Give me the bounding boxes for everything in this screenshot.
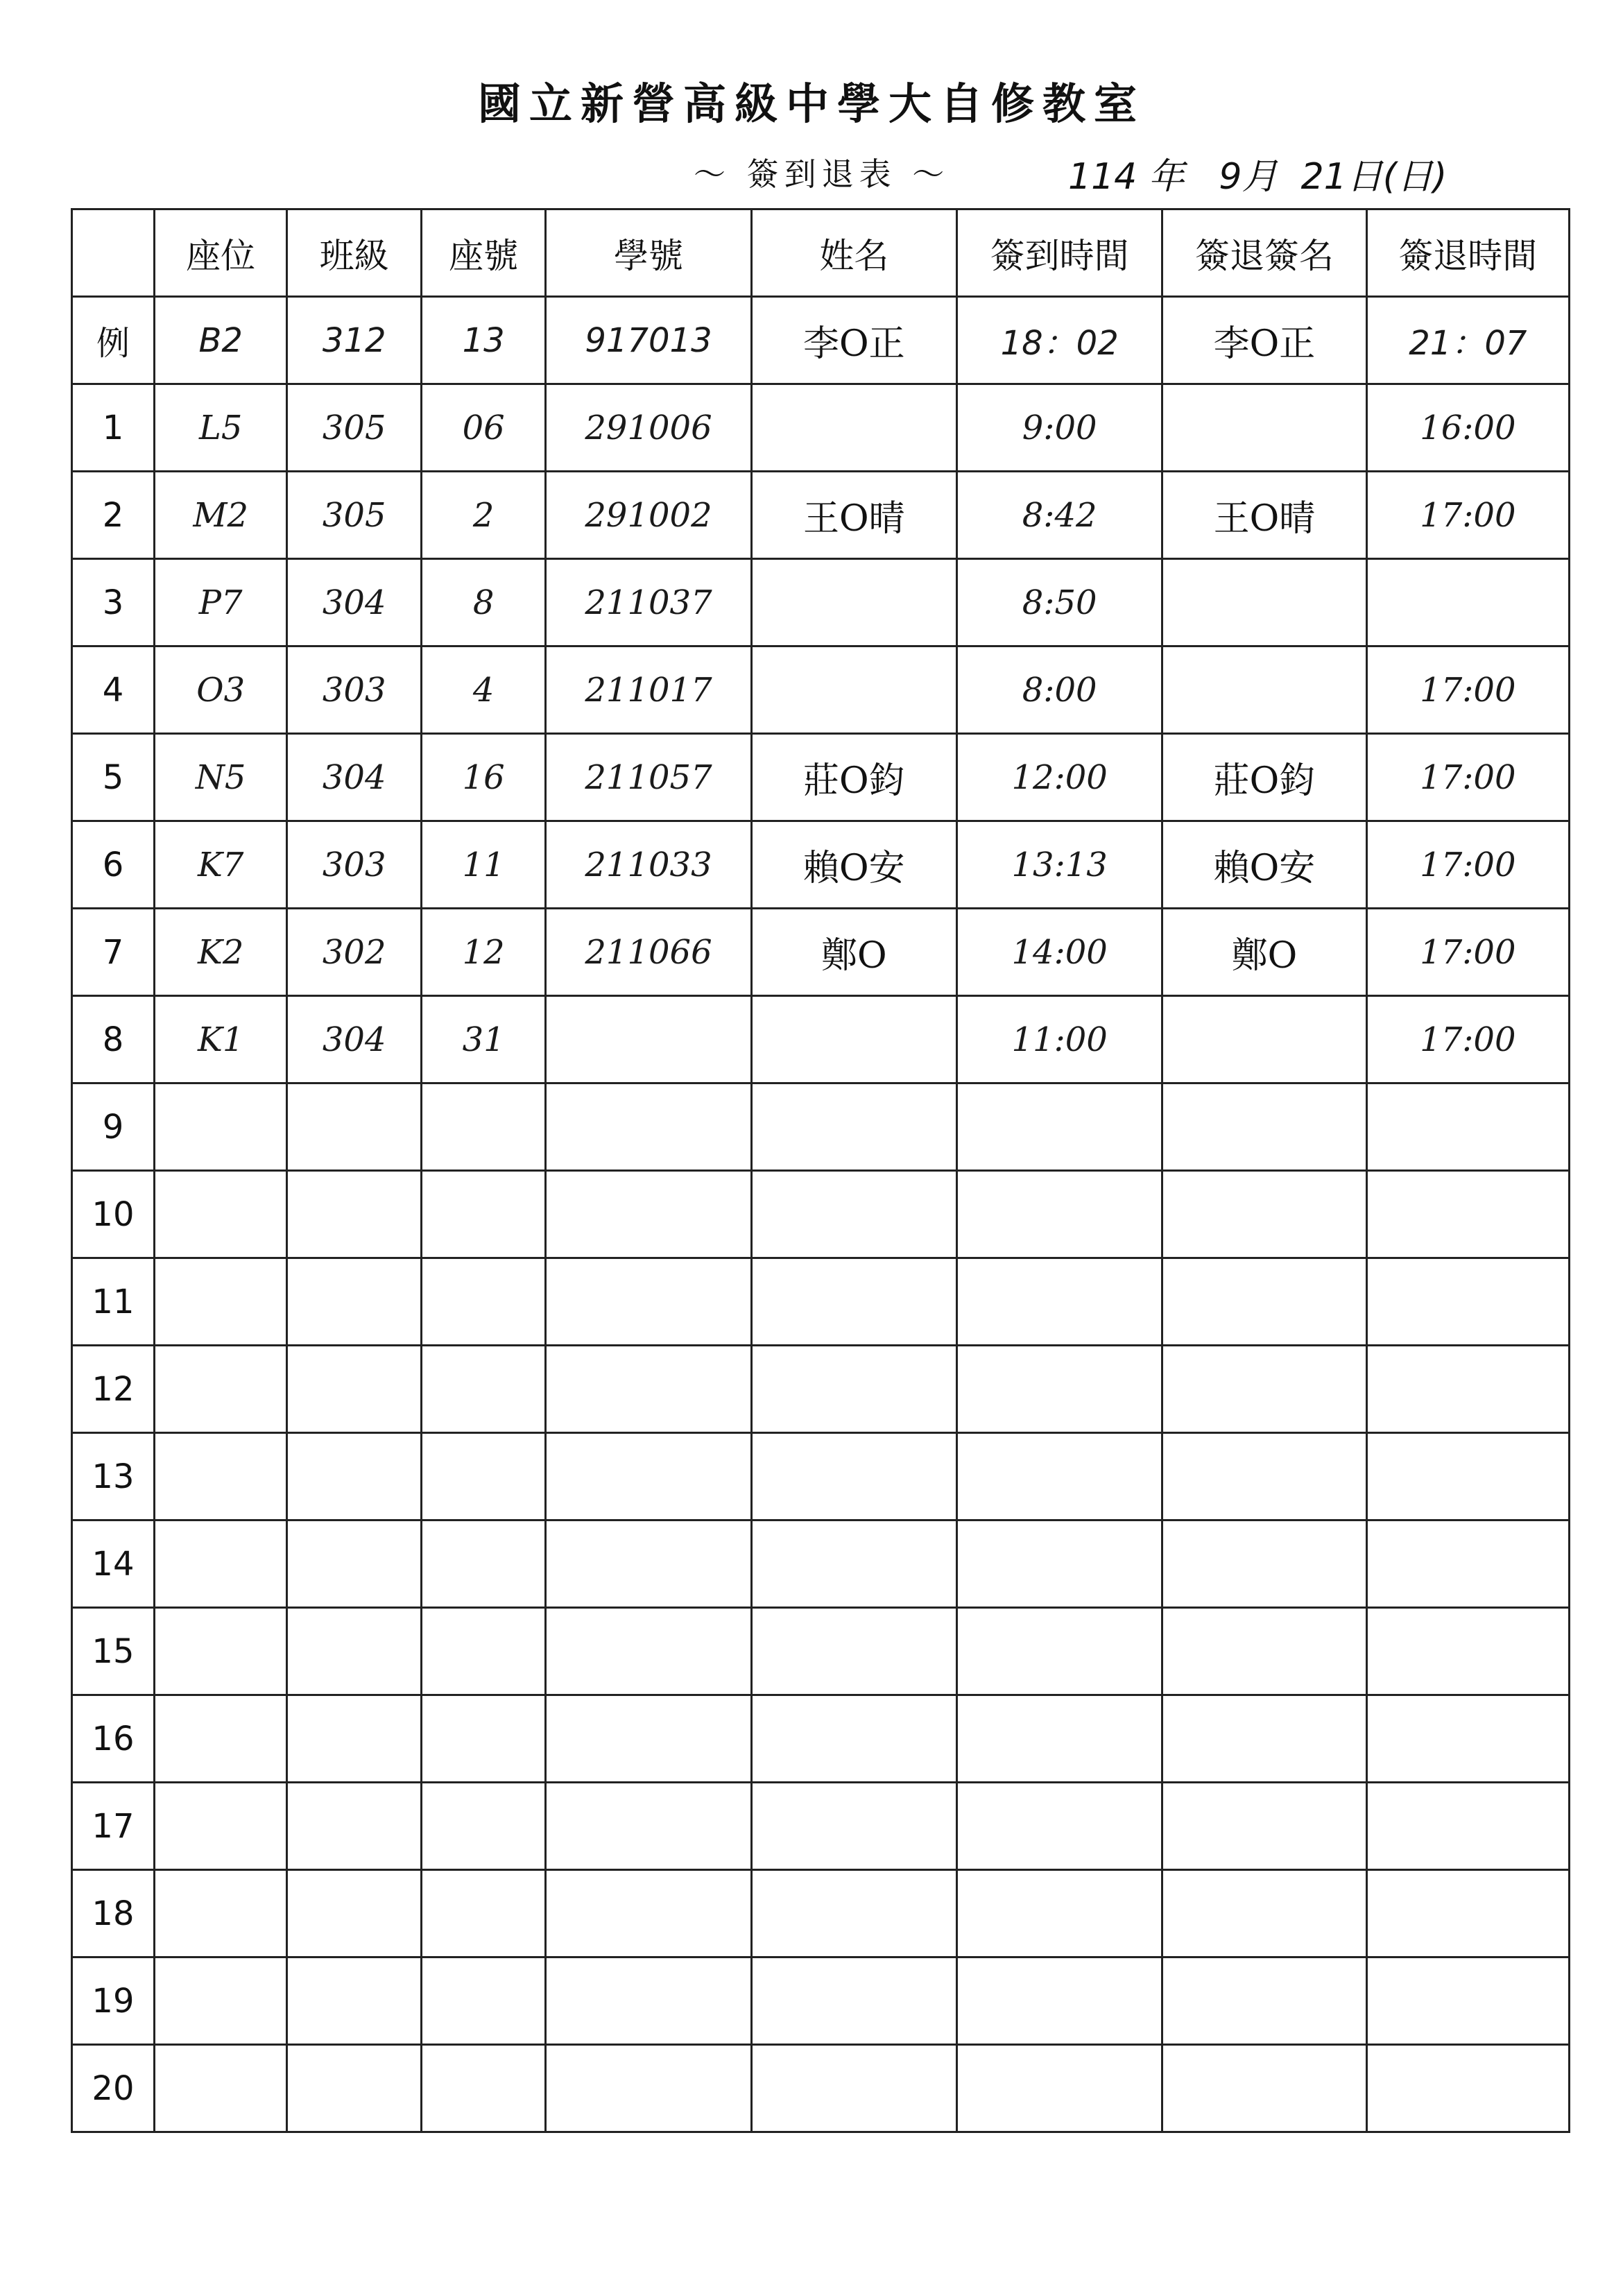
cell-signout-signature: 鄭O xyxy=(1162,909,1366,996)
cell-name xyxy=(751,1783,956,1870)
example-row xyxy=(72,297,1570,384)
cell-checkin-time: 14:00 xyxy=(957,909,1162,996)
table-row xyxy=(72,1433,1570,1520)
cell-student-id xyxy=(546,1608,751,1695)
cell-class: 303 xyxy=(287,646,422,734)
cell-seat xyxy=(154,1346,287,1433)
cell-student-id: 291002 xyxy=(546,472,751,559)
cell-seat: K1 xyxy=(154,996,287,1083)
cell-seat xyxy=(154,1171,287,1258)
header-student-id: 學號 xyxy=(546,209,751,297)
row-index: 19 xyxy=(72,1957,155,2045)
cell-checkout-time xyxy=(1366,559,1569,646)
cell-checkout-time xyxy=(1366,1957,1569,2045)
cell-checkout-time xyxy=(1366,1520,1569,1608)
row-index: 例 xyxy=(72,297,155,384)
table-row xyxy=(72,1608,1570,1695)
cell-seat-number xyxy=(421,1783,545,1870)
cell-class xyxy=(287,1608,422,1695)
cell-seat xyxy=(154,1433,287,1520)
cell-seat xyxy=(154,1258,287,1346)
cell-signout-signature: 王O晴 xyxy=(1162,472,1366,559)
page-title: 國立新營高級中學大自修教室 xyxy=(477,78,1145,129)
cell-seat-number: 13 xyxy=(421,297,545,384)
table-row xyxy=(72,646,1570,734)
cell-signout-signature xyxy=(1162,1870,1366,1957)
cell-class: 304 xyxy=(287,734,422,821)
cell-student-id: 291006 xyxy=(546,384,751,472)
cell-student-id xyxy=(546,1957,751,2045)
cell-student-id: 211033 xyxy=(546,821,751,909)
cell-checkout-time: 21：07 xyxy=(1366,297,1569,384)
cell-student-id: 211037 xyxy=(546,559,751,646)
cell-seat-number: 16 xyxy=(421,734,545,821)
cell-student-id: 211066 xyxy=(546,909,751,996)
cell-name xyxy=(751,1258,956,1346)
cell-seat-number xyxy=(421,1870,545,1957)
cell-checkin-time: 11:00 xyxy=(957,996,1162,1083)
cell-name xyxy=(751,1083,956,1171)
cell-seat: K7 xyxy=(154,821,287,909)
cell-name xyxy=(751,1520,956,1608)
table-row xyxy=(72,1957,1570,2045)
header-checkin-time: 簽到時間 xyxy=(957,209,1162,297)
cell-seat xyxy=(154,2045,287,2132)
cell-seat-number xyxy=(421,1346,545,1433)
cell-class xyxy=(287,2045,422,2132)
table-row xyxy=(72,1783,1570,1870)
cell-name: 王O晴 xyxy=(751,472,956,559)
table-row xyxy=(72,1083,1570,1171)
cell-class xyxy=(287,1520,422,1608)
cell-seat-number: 4 xyxy=(421,646,545,734)
cell-checkin-time xyxy=(957,1346,1162,1433)
table-row xyxy=(72,821,1570,909)
date-day: 21 xyxy=(1300,156,1347,198)
cell-checkout-time xyxy=(1366,1171,1569,1258)
cell-name xyxy=(751,996,956,1083)
cell-signout-signature xyxy=(1162,1695,1366,1783)
cell-seat-number: 12 xyxy=(421,909,545,996)
cell-signout-signature xyxy=(1162,1258,1366,1346)
header-seat: 座位 xyxy=(154,209,287,297)
cell-signout-signature xyxy=(1162,1433,1366,1520)
cell-seat-number: 8 xyxy=(421,559,545,646)
cell-checkin-time: 18：02 xyxy=(957,297,1162,384)
cell-class xyxy=(287,1870,422,1957)
header-class: 班級 xyxy=(287,209,422,297)
cell-class xyxy=(287,1346,422,1433)
cell-seat xyxy=(154,1608,287,1695)
table-row xyxy=(72,2045,1570,2132)
cell-signout-signature xyxy=(1162,2045,1366,2132)
date-month: 9 xyxy=(1219,156,1242,198)
cell-student-id xyxy=(546,1433,751,1520)
row-index: 10 xyxy=(72,1171,155,1258)
cell-seat xyxy=(154,1870,287,1957)
cell-name: 賴O安 xyxy=(751,821,956,909)
cell-checkin-time xyxy=(957,1695,1162,1783)
cell-checkin-time: 8:00 xyxy=(957,646,1162,734)
cell-signout-signature: 賴O安 xyxy=(1162,821,1366,909)
cell-class: 303 xyxy=(287,821,422,909)
cell-seat xyxy=(154,1783,287,1870)
signin-table xyxy=(71,208,1570,2133)
cell-class xyxy=(287,1783,422,1870)
row-index: 6 xyxy=(72,821,155,909)
row-index: 7 xyxy=(72,909,155,996)
cell-checkout-time: 17:00 xyxy=(1366,909,1569,996)
row-index: 18 xyxy=(72,1870,155,1957)
cell-name xyxy=(751,384,956,472)
cell-checkout-time: 17:00 xyxy=(1366,821,1569,909)
cell-name xyxy=(751,1695,956,1783)
cell-seat-number xyxy=(421,1520,545,1608)
cell-student-id xyxy=(546,1258,751,1346)
cell-name xyxy=(751,1608,956,1695)
row-index: 20 xyxy=(72,2045,155,2132)
cell-seat xyxy=(154,1695,287,1783)
cell-seat-number xyxy=(421,2045,545,2132)
cell-class: 302 xyxy=(287,909,422,996)
row-index: 4 xyxy=(72,646,155,734)
row-index: 8 xyxy=(72,996,155,1083)
cell-checkin-time xyxy=(957,1171,1162,1258)
row-index: 11 xyxy=(72,1258,155,1346)
row-index: 15 xyxy=(72,1608,155,1695)
cell-name: 李O正 xyxy=(751,297,956,384)
cell-student-id xyxy=(546,1520,751,1608)
cell-name xyxy=(751,646,956,734)
cell-checkin-time xyxy=(957,1520,1162,1608)
cell-seat-number: 2 xyxy=(421,472,545,559)
row-index: 3 xyxy=(72,559,155,646)
date-year-unit: 年 xyxy=(1148,156,1185,198)
table-row xyxy=(72,734,1570,821)
cell-name xyxy=(751,1957,956,2045)
cell-class xyxy=(287,1258,422,1346)
cell-seat-number xyxy=(421,1433,545,1520)
date-day-unit: 日 xyxy=(1346,156,1383,198)
cell-checkin-time: 12:00 xyxy=(957,734,1162,821)
cell-class xyxy=(287,1695,422,1783)
cell-student-id: 211017 xyxy=(546,646,751,734)
cell-seat-number xyxy=(421,1608,545,1695)
cell-checkout-time xyxy=(1366,1608,1569,1695)
cell-seat: B2 xyxy=(154,297,287,384)
date-month-unit: 月 xyxy=(1242,156,1278,198)
cell-student-id: 211057 xyxy=(546,734,751,821)
cell-checkin-time xyxy=(957,1870,1162,1957)
page-subtitle: ～ 簽到退表 ～ xyxy=(694,155,950,193)
cell-class: 305 xyxy=(287,384,422,472)
cell-checkin-time: 13:13 xyxy=(957,821,1162,909)
cell-checkout-time xyxy=(1366,1346,1569,1433)
cell-checkin-time: 9:00 xyxy=(957,384,1162,472)
cell-signout-signature xyxy=(1162,1520,1366,1608)
cell-seat: P7 xyxy=(154,559,287,646)
cell-checkin-time: 8:50 xyxy=(957,559,1162,646)
cell-seat xyxy=(154,1957,287,2045)
cell-seat-number xyxy=(421,1083,545,1171)
cell-checkout-time xyxy=(1366,1258,1569,1346)
cell-class xyxy=(287,1957,422,2045)
cell-checkout-time xyxy=(1366,1783,1569,1870)
table-row xyxy=(72,1258,1570,1346)
table-row xyxy=(72,472,1570,559)
cell-seat-number xyxy=(421,1171,545,1258)
table-row xyxy=(72,909,1570,996)
table-row xyxy=(72,1171,1570,1258)
cell-name xyxy=(751,1346,956,1433)
cell-name xyxy=(751,2045,956,2132)
cell-student-id xyxy=(546,1695,751,1783)
date-weekday: (日) xyxy=(1382,156,1448,198)
row-index: 2 xyxy=(72,472,155,559)
cell-signout-signature: 莊O鈞 xyxy=(1162,734,1366,821)
cell-seat: L5 xyxy=(154,384,287,472)
cell-signout-signature xyxy=(1162,1783,1366,1870)
cell-name xyxy=(751,1870,956,1957)
cell-checkout-time: 16:00 xyxy=(1366,384,1569,472)
cell-checkout-time: 17:00 xyxy=(1366,734,1569,821)
row-index: 14 xyxy=(72,1520,155,1608)
cell-checkout-time xyxy=(1366,1695,1569,1783)
cell-checkin-time xyxy=(957,1083,1162,1171)
cell-seat-number xyxy=(421,1957,545,2045)
cell-seat-number xyxy=(421,1695,545,1783)
sheet-date xyxy=(1068,147,1447,199)
cell-class: 305 xyxy=(287,472,422,559)
cell-signout-signature xyxy=(1162,384,1366,472)
table-row xyxy=(72,384,1570,472)
cell-signout-signature xyxy=(1162,1346,1366,1433)
cell-checkin-time xyxy=(957,1957,1162,2045)
cell-student-id xyxy=(546,2045,751,2132)
cell-checkout-time: 17:00 xyxy=(1366,472,1569,559)
cell-name xyxy=(751,559,956,646)
cell-seat xyxy=(154,1083,287,1171)
cell-class xyxy=(287,1171,422,1258)
cell-name xyxy=(751,1171,956,1258)
header-checkout-time: 簽退時間 xyxy=(1366,209,1569,297)
table-header-row xyxy=(72,209,1570,297)
cell-student-id xyxy=(546,996,751,1083)
cell-seat-number: 31 xyxy=(421,996,545,1083)
cell-checkin-time xyxy=(957,1433,1162,1520)
header-seat-number: 座號 xyxy=(421,209,545,297)
header-name: 姓名 xyxy=(751,209,956,297)
cell-checkin-time: 8:42 xyxy=(957,472,1162,559)
cell-signout-signature xyxy=(1162,646,1366,734)
cell-seat: O3 xyxy=(154,646,287,734)
cell-checkout-time: 17:00 xyxy=(1366,646,1569,734)
cell-student-id: 917013 xyxy=(546,297,751,384)
cell-name: 莊O鈞 xyxy=(751,734,956,821)
cell-checkout-time xyxy=(1366,2045,1569,2132)
table-row xyxy=(72,996,1570,1083)
cell-seat: M2 xyxy=(154,472,287,559)
cell-name xyxy=(751,1433,956,1520)
cell-checkout-time xyxy=(1366,1083,1569,1171)
row-index: 16 xyxy=(72,1695,155,1783)
cell-seat-number xyxy=(421,1258,545,1346)
cell-checkout-time xyxy=(1366,1870,1569,1957)
cell-checkin-time xyxy=(957,1783,1162,1870)
cell-signout-signature xyxy=(1162,1171,1366,1258)
row-index: 13 xyxy=(72,1433,155,1520)
cell-student-id xyxy=(546,1171,751,1258)
row-index: 17 xyxy=(72,1783,155,1870)
cell-checkin-time xyxy=(957,2045,1162,2132)
header-index xyxy=(72,209,155,297)
cell-student-id xyxy=(546,1783,751,1870)
cell-signout-signature: 李O正 xyxy=(1162,297,1366,384)
cell-name: 鄭O xyxy=(751,909,956,996)
cell-student-id xyxy=(546,1870,751,1957)
table-row xyxy=(72,1346,1570,1433)
cell-checkin-time xyxy=(957,1258,1162,1346)
table-row xyxy=(72,1695,1570,1783)
cell-class xyxy=(287,1083,422,1171)
row-index: 1 xyxy=(72,384,155,472)
cell-checkin-time xyxy=(957,1608,1162,1695)
cell-checkout-time xyxy=(1366,1433,1569,1520)
table-row xyxy=(72,1870,1570,1957)
row-index: 12 xyxy=(72,1346,155,1433)
row-index: 5 xyxy=(72,734,155,821)
cell-seat-number: 11 xyxy=(421,821,545,909)
cell-class: 304 xyxy=(287,559,422,646)
header-signout-signature: 簽退簽名 xyxy=(1162,209,1366,297)
cell-signout-signature xyxy=(1162,1957,1366,2045)
date-year: 114 xyxy=(1068,156,1137,198)
cell-signout-signature xyxy=(1162,1608,1366,1695)
cell-seat: N5 xyxy=(154,734,287,821)
cell-seat-number: 06 xyxy=(421,384,545,472)
table-row xyxy=(72,1520,1570,1608)
cell-signout-signature xyxy=(1162,996,1366,1083)
cell-class: 304 xyxy=(287,996,422,1083)
cell-seat xyxy=(154,1520,287,1608)
cell-class: 312 xyxy=(287,297,422,384)
row-index: 9 xyxy=(72,1083,155,1171)
table-row xyxy=(72,559,1570,646)
cell-signout-signature xyxy=(1162,559,1366,646)
cell-signout-signature xyxy=(1162,1083,1366,1171)
cell-seat: K2 xyxy=(154,909,287,996)
cell-checkout-time: 17:00 xyxy=(1366,996,1569,1083)
cell-class xyxy=(287,1433,422,1520)
cell-student-id xyxy=(546,1346,751,1433)
cell-student-id xyxy=(546,1083,751,1171)
